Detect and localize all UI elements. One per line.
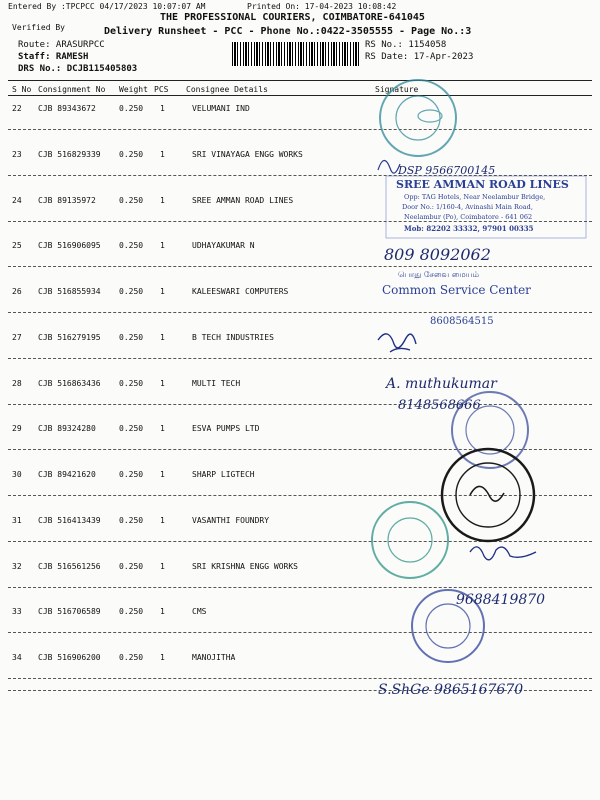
row-consignment: CJB 516906200 [38, 653, 101, 662]
row-consignment: CJB 516413439 [38, 516, 101, 525]
row-consignment: CJB 516855934 [38, 287, 101, 296]
row-sno: 25 [12, 241, 22, 250]
rs-date: RS Date: 17-Apr-2023 [365, 52, 474, 62]
stamp-sree-amman-line3: Neelambur (Po), Coimbatore - 641 062 [404, 213, 533, 221]
row-sno: 23 [12, 150, 22, 159]
row-consignment: CJB 516863436 [38, 379, 101, 388]
row-pcs: 1 [160, 562, 165, 571]
row-consignment: CJB 516706589 [38, 607, 101, 616]
company-name: THE PROFESSIONAL COURIERS, COIMBATORE-641045 [160, 12, 425, 23]
col-consignee: Consignee Details [186, 85, 268, 94]
round-stamp-vasanthi [372, 502, 448, 578]
row-consignee: UDHAYAKUMAR N [192, 241, 255, 250]
row-pcs: 1 [160, 333, 165, 342]
row-pcs: 1 [160, 379, 165, 388]
row-pcs: 1 [160, 607, 165, 616]
row-sno: 26 [12, 287, 22, 296]
row-pcs: 1 [160, 516, 165, 525]
col-pcs: PCS [154, 85, 169, 94]
col-consignment: Consignment No [38, 85, 106, 94]
row-consignment: CJB 516829339 [38, 150, 101, 159]
verified-by: Verified By [12, 23, 65, 32]
round-stamp-sharp-ligtech [442, 449, 534, 541]
col-sno: S No [12, 85, 32, 94]
row-weight: 0.250 [119, 562, 144, 571]
staff: Staff: RAMESH [18, 52, 89, 62]
row-pcs: 1 [160, 241, 165, 250]
row-sno: 22 [12, 104, 22, 113]
row-weight: 0.250 [119, 607, 144, 616]
row-weight: 0.250 [119, 287, 144, 296]
row-sno: 24 [12, 196, 22, 205]
drs-no: DRS No.: DCJB115405803 [18, 64, 138, 74]
row-weight: 0.250 [119, 653, 144, 662]
signature-row-27 [378, 334, 416, 352]
handwriting-row-24: DSP 9566700145 [398, 164, 496, 177]
entered-by: Entered By :TPCPCC 04/17/2023 10:07:07 AM [8, 2, 206, 11]
row-consignee: SRI KRISHNA ENGG WORKS [192, 562, 298, 571]
row-weight: 0.250 [119, 379, 144, 388]
row-consignment: CJB 89343672 [38, 104, 96, 113]
col-weight: Weight [119, 85, 148, 94]
row-consignment: CJB 516279195 [38, 333, 101, 342]
row-weight: 0.250 [119, 424, 144, 433]
row-consignee: KALEESWARI COMPUTERS [192, 287, 289, 296]
row-weight: 0.250 [119, 470, 144, 479]
stamp-sree-amman-line4: Mob: 82202 33332, 97901 00335 [404, 224, 534, 233]
row-pcs: 1 [160, 104, 165, 113]
row-consignee: SREE AMMAN ROAD LINES [192, 196, 294, 205]
stamp-sree-amman-line2: Door No.: 1/160-4, Avinashi Main Road, [402, 203, 533, 211]
row-consignment: CJB 516906095 [38, 241, 101, 250]
runsheet-title: Delivery Runsheet - PCC - Phone No.:0422-3505555 - Page No.:3 [104, 26, 472, 37]
row-consignee: VELUMANI IND [192, 104, 250, 113]
handwriting-row-25: 809 8092062 [384, 245, 491, 264]
row-sno: 33 [12, 607, 22, 616]
row-consignee: CMS [192, 607, 207, 616]
route: Route: ARASURPCC [18, 40, 105, 50]
row-weight: 0.250 [119, 196, 144, 205]
row-sno: 27 [12, 333, 22, 342]
row-pcs: 1 [160, 424, 165, 433]
row-consignee: SRI VINAYAGA ENGG WORKS [192, 150, 303, 159]
col-signature: Signature [375, 85, 419, 94]
row-consignment: CJB 516561256 [38, 562, 101, 571]
printed-on: Printed On: 17-04-2023 10:08:42 [247, 2, 397, 11]
row-consignee: MULTI TECH [192, 379, 241, 388]
signature-row-23 [378, 160, 400, 173]
row-weight: 0.250 [119, 241, 144, 250]
row-consignee: SHARP LIGTECH [192, 470, 255, 479]
row-sno: 29 [12, 424, 22, 433]
row-weight: 0.250 [119, 104, 144, 113]
round-stamp-velumani [380, 80, 456, 156]
row-sno: 31 [12, 516, 22, 525]
row-pcs: 1 [160, 150, 165, 159]
row-consignment: CJB 89421620 [38, 470, 96, 479]
handwriting-row-28-phone: 8148568666 [398, 398, 481, 413]
row-consignee: VASANTHI FOUNDRY [192, 516, 270, 525]
row-sno: 34 [12, 653, 22, 662]
row-weight: 0.250 [119, 333, 144, 342]
stamp-csc-tamil: பொது சேவை மையம் [398, 270, 480, 279]
stamp-csc-title: Common Service Center [382, 283, 531, 297]
row-pcs: 1 [160, 653, 165, 662]
rs-no: RS No.: 1154058 [365, 40, 447, 50]
row-weight: 0.250 [119, 516, 144, 525]
handwriting-row-33: 9688419870 [456, 592, 546, 608]
stamp-csc-phone: 8608564515 [430, 316, 494, 327]
row-pcs: 1 [160, 470, 165, 479]
row-pcs: 1 [160, 287, 165, 296]
signature-row-32 [470, 547, 536, 560]
row-consignee: B TECH INDUSTRIES [192, 333, 274, 342]
row-pcs: 1 [160, 196, 165, 205]
stamp-sree-amman-line1: Opp: TAG Hotels, Near Neelambur Bridge, [404, 193, 546, 201]
stamp-sree-amman-title: SREE AMMAN ROAD LINES [396, 178, 569, 191]
row-consignee: MANOJITHA [192, 653, 236, 662]
row-weight: 0.250 [119, 150, 144, 159]
row-consignment: CJB 89324280 [38, 424, 96, 433]
row-sno: 30 [12, 470, 22, 479]
row-sno: 28 [12, 379, 22, 388]
handwriting-row-28-name: A. muthukumar [386, 376, 497, 392]
row-consignment: CJB 89135972 [38, 196, 96, 205]
row-sno: 32 [12, 562, 22, 571]
handwriting-row-34: S.ShGe 9865167670 [378, 682, 524, 698]
row-consignee: ESVA PUMPS LTD [192, 424, 260, 433]
